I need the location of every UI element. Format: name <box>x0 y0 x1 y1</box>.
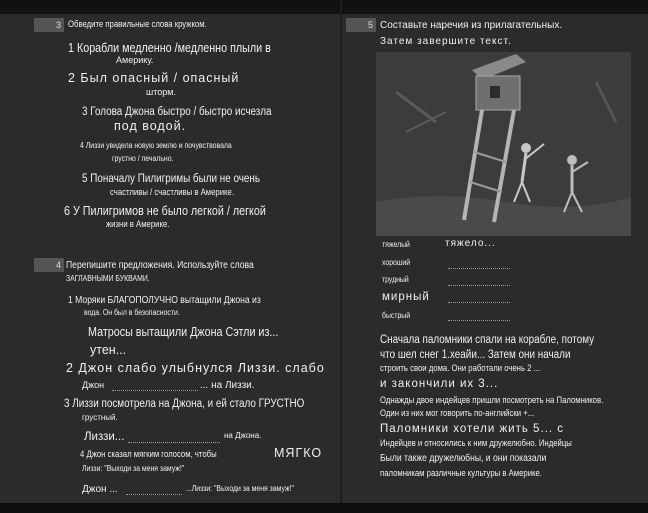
illustration-drawing <box>376 52 631 236</box>
ex5-text-line-5: Однажды двое индейцев пришли посмотреть на Паломников. <box>380 395 604 405</box>
ex4-item-2: 2 Джон слабо улыбнулся Лиззи. слабо <box>66 361 325 375</box>
ex5-text-line-2: что шел снег 1.хеайи... Затем они начали <box>380 349 571 361</box>
adj-5: быстрый <box>382 311 411 320</box>
ex3-item-6: 6 У Пилигримов не было легкой / легкой <box>64 204 266 218</box>
ex4-item-4-keyword: МЯГКО <box>274 446 323 460</box>
ex4-item-3-answer-end: на Джона. <box>224 431 262 440</box>
adj-2: хороший <box>382 258 411 267</box>
ex3-item-3: 3 Голова Джона быстро / быстро исчезла <box>82 106 272 118</box>
ex5-text-line-3: строить свои дома. Они работали очень 2 ... <box>380 363 541 373</box>
exercise-4-instruction: Перепишите предложения. Используйте слова <box>66 260 254 271</box>
pilgrims-illustration <box>376 52 631 236</box>
ex4-item-1: 1 Моряки БЛАГОПОЛУЧНО вытащили Джона из <box>68 295 261 306</box>
ex4-item-4-cont: Лиззи: "Выходи за меня замуж!" <box>82 464 185 473</box>
exercise-4-number: 4 <box>55 260 61 270</box>
ex5-text-line-1: Сначала паломники спали на корабле, потому <box>380 334 595 346</box>
adj-1: тяжелый <box>382 240 410 249</box>
adv-4-blank <box>448 302 510 303</box>
ex4-item-1-cont: вода. Он был в безопасности. <box>84 308 180 317</box>
ex3-item-5-cont: счастливы / счастливы в Америке. <box>110 187 234 197</box>
ex3-item-2: 2 Был опасный / опасный <box>68 71 240 85</box>
ex4-item-4: 4 Джон сказал мягким голосом, чтобы <box>80 449 217 459</box>
exercise-5-badge <box>346 18 376 32</box>
exercise-4-badge <box>34 258 64 272</box>
ex3-item-4-cont: грустно / печально. <box>112 154 174 163</box>
ex5-text-line-7: Паломники хотели жить 5... с <box>380 423 564 435</box>
exercise-5-number: 5 <box>367 20 373 30</box>
ex4-item-4-answer-start: Джон ... <box>82 484 118 495</box>
ex4-answer-1-cont: утен... <box>90 343 127 357</box>
ex5-text-line-4: и закончили их 3... <box>380 378 499 390</box>
adv-1: тяжело... <box>445 238 496 249</box>
ex4-item-4-answer-end: ...Лиззи: "Выходи за меня замуж!" <box>186 484 294 493</box>
exercise-5-instruction: Составьте наречия из прилагательных. <box>380 20 563 31</box>
ex4-answer-1: Матросы вытащили Джона Сэтли из... <box>88 325 279 339</box>
adv-2-blank <box>448 268 510 269</box>
ex5-text-line-6: Один из них мог говорить по-английски +... <box>380 408 535 418</box>
exercise-3-number: 3 <box>55 20 61 30</box>
ex3-item-3-cont: под водой. <box>114 119 187 133</box>
exercise-3-badge <box>34 18 64 32</box>
adj-3: трудный <box>382 275 409 284</box>
ex4-item-3-answer-start: Лиззи... <box>84 431 125 443</box>
ex5-text-line-10: паломникам различные культуры в Америке. <box>380 468 542 478</box>
ex3-item-5: 5 Поначалу Пилигримы были не очень <box>82 173 261 185</box>
column-divider <box>340 0 342 513</box>
ex4-item-3-blank <box>128 442 220 443</box>
ex4-item-2-blank <box>112 390 198 391</box>
ex4-item-3-cont: грустный. <box>82 413 118 422</box>
ex4-item-2-answer-end: ... на Лиззи. <box>200 380 255 391</box>
ex3-item-1: 1 Корабли медленно /медленно плыли в <box>68 41 271 55</box>
ex4-item-4-blank <box>126 494 182 495</box>
ex3-item-1-cont: Америку. <box>116 55 154 65</box>
top-dark-strip <box>0 0 648 14</box>
exercise-5-instruction-2: Затем завершите текст. <box>380 36 512 47</box>
exercise-3-instruction: Обведите правильные слова кружком. <box>68 19 207 29</box>
ex5-text-line-9: Были также дружелюбны, и они показали <box>380 453 547 464</box>
ex3-item-4: 4 Лиззи увидела новую землю и почувствовала <box>80 141 232 150</box>
adv-3-blank <box>448 285 510 286</box>
bottom-dark-strip <box>0 503 648 513</box>
ex3-item-6-cont: жизни в Америке. <box>106 219 170 229</box>
adv-5-blank <box>448 320 510 321</box>
adj-4: мирный <box>382 291 430 303</box>
exercise-4-instruction-2: ЗАГЛАВНЫМИ БУКВАМИ. <box>66 274 150 283</box>
ex4-item-3: 3 Лиззи посмотрела на Джона, и ей стало ГРУСТНО <box>64 398 305 410</box>
ex4-item-2-answer-start: Джон <box>82 380 105 390</box>
ex5-text-line-8: Индейцев и относились к ним дружелюбно. Индейцы <box>380 438 572 448</box>
ex3-item-2-cont: шторм. <box>146 87 176 97</box>
